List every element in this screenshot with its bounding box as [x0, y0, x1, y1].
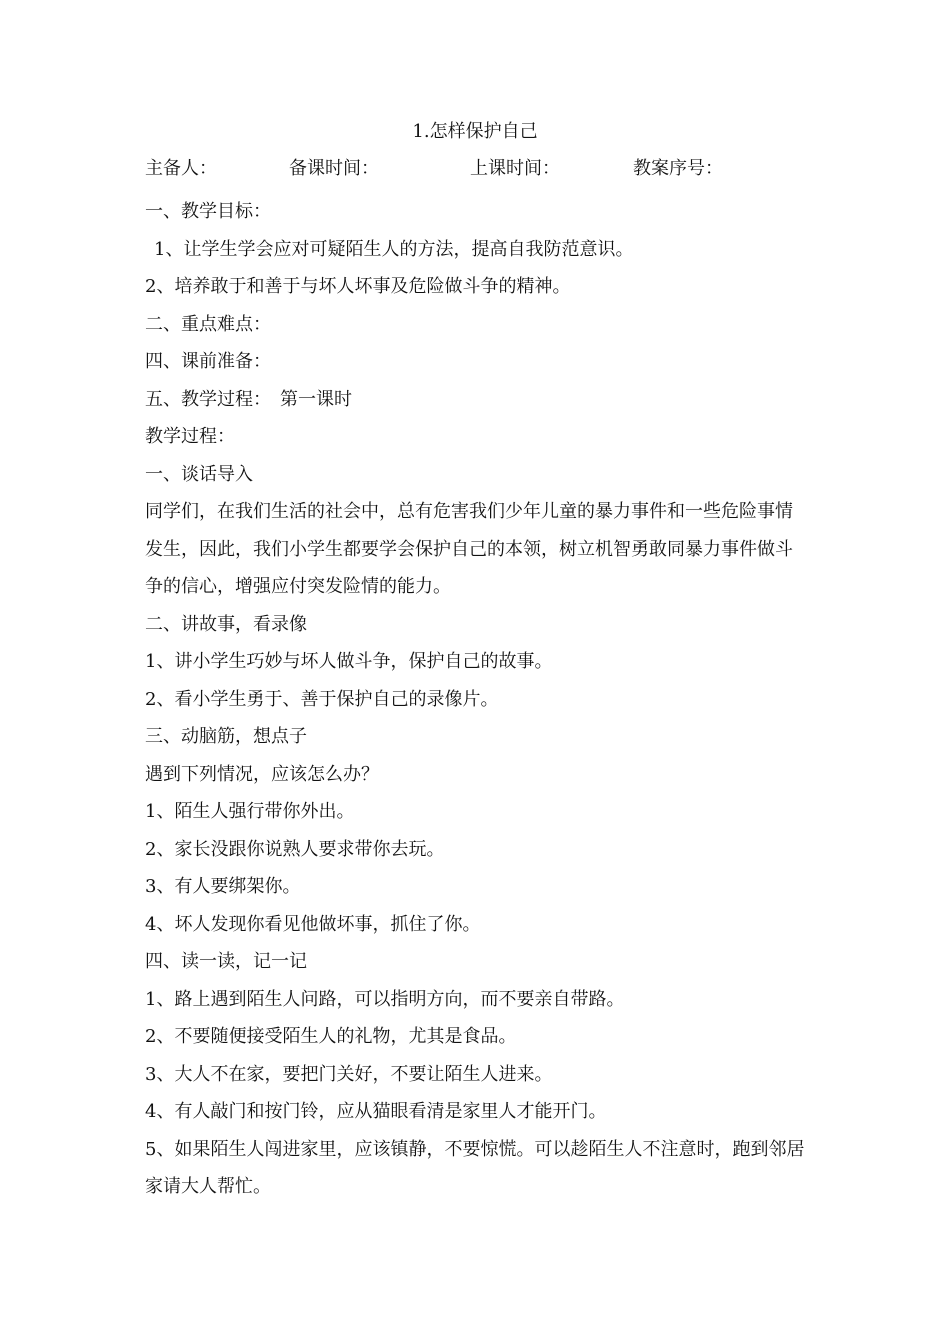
step-heading-stories: 二、讲故事，看录像: [145, 613, 307, 635]
process-label: 教学过程：: [145, 426, 235, 447]
rule-item-1: 1、路上遇到陌生人问路，可以指明方向，而不要亲自带路。: [145, 988, 625, 1010]
ideas-question: 遇到下列情况，应该怎么办？: [145, 763, 379, 785]
situation-item-4: 4、坏人发现你看见他做坏事，抓住了你。: [145, 913, 481, 935]
objective-item-2: 2、培养敢于和善于与坏人坏事及危险做斗争的精神。: [145, 276, 571, 297]
story-item-1: 1、讲小学生巧妙与坏人做斗争，保护自己的故事。: [145, 651, 553, 672]
preparer-label: 主备人：: [145, 158, 217, 179]
lesson-meta-row: [145, 156, 825, 182]
step-heading-intro: 一、谈话导入: [145, 463, 253, 485]
class-time-label: 上课时间：: [470, 158, 560, 179]
step-heading-read: 四、读一读，记一记: [145, 951, 307, 972]
situation-item-1: 1、陌生人强行带你外出。: [145, 801, 355, 822]
rule-item-5: 5、如果陌生人闯进家里，应该镇静，不要惊慌。可以趁陌生人不注意时，跑到邻居家请大人帮忙。: [145, 1138, 805, 1197]
prep-time-label: 备课时间：: [289, 158, 379, 179]
rule-item-2: 2、不要随便接受陌生人的礼物，尤其是食品。: [145, 1026, 517, 1047]
section-heading-key-points: 二、重点难点：: [145, 313, 271, 335]
intro-paragraph: 同学们，在我们生活的社会中，总有危害我们少年儿童的暴力事件和一些危险事情发生，因此，我们小学生都要学会保护自己的本领，树立机智勇敢同暴力事件做斗争的信心，增强应付突发险情的能力。: [145, 501, 793, 597]
rule-item-4: 4、有人敲门和按门铃，应从猫眼看清是家里人才能开门。: [145, 1101, 607, 1122]
section-heading-objectives: 一、教学目标：: [145, 201, 271, 222]
objective-item-1: 1、让学生学会应对可疑陌生人的方法，提高自我防范意识。: [154, 238, 634, 260]
situation-item-3: 3、有人要绑架你。: [145, 876, 301, 897]
plan-number-label: 教案序号：: [633, 158, 723, 179]
rule-item-3: 3、大人不在家，要把门关好，不要让陌生人进来。: [145, 1063, 553, 1085]
document-title: 1.怎样保护自己: [412, 121, 538, 142]
section-heading-process: 五、教学过程： 第一课时: [145, 388, 352, 410]
section-heading-preparation: 四、课前准备：: [145, 351, 271, 372]
step-heading-ideas: 三、动脑筋，想点子: [145, 726, 307, 747]
document-body: [145, 193, 810, 1206]
story-item-2: 2、看小学生勇于、善于保护自己的录像片。: [145, 688, 499, 710]
situation-item-2: 2、家长没跟你说熟人要求带你去玩。: [145, 838, 445, 860]
